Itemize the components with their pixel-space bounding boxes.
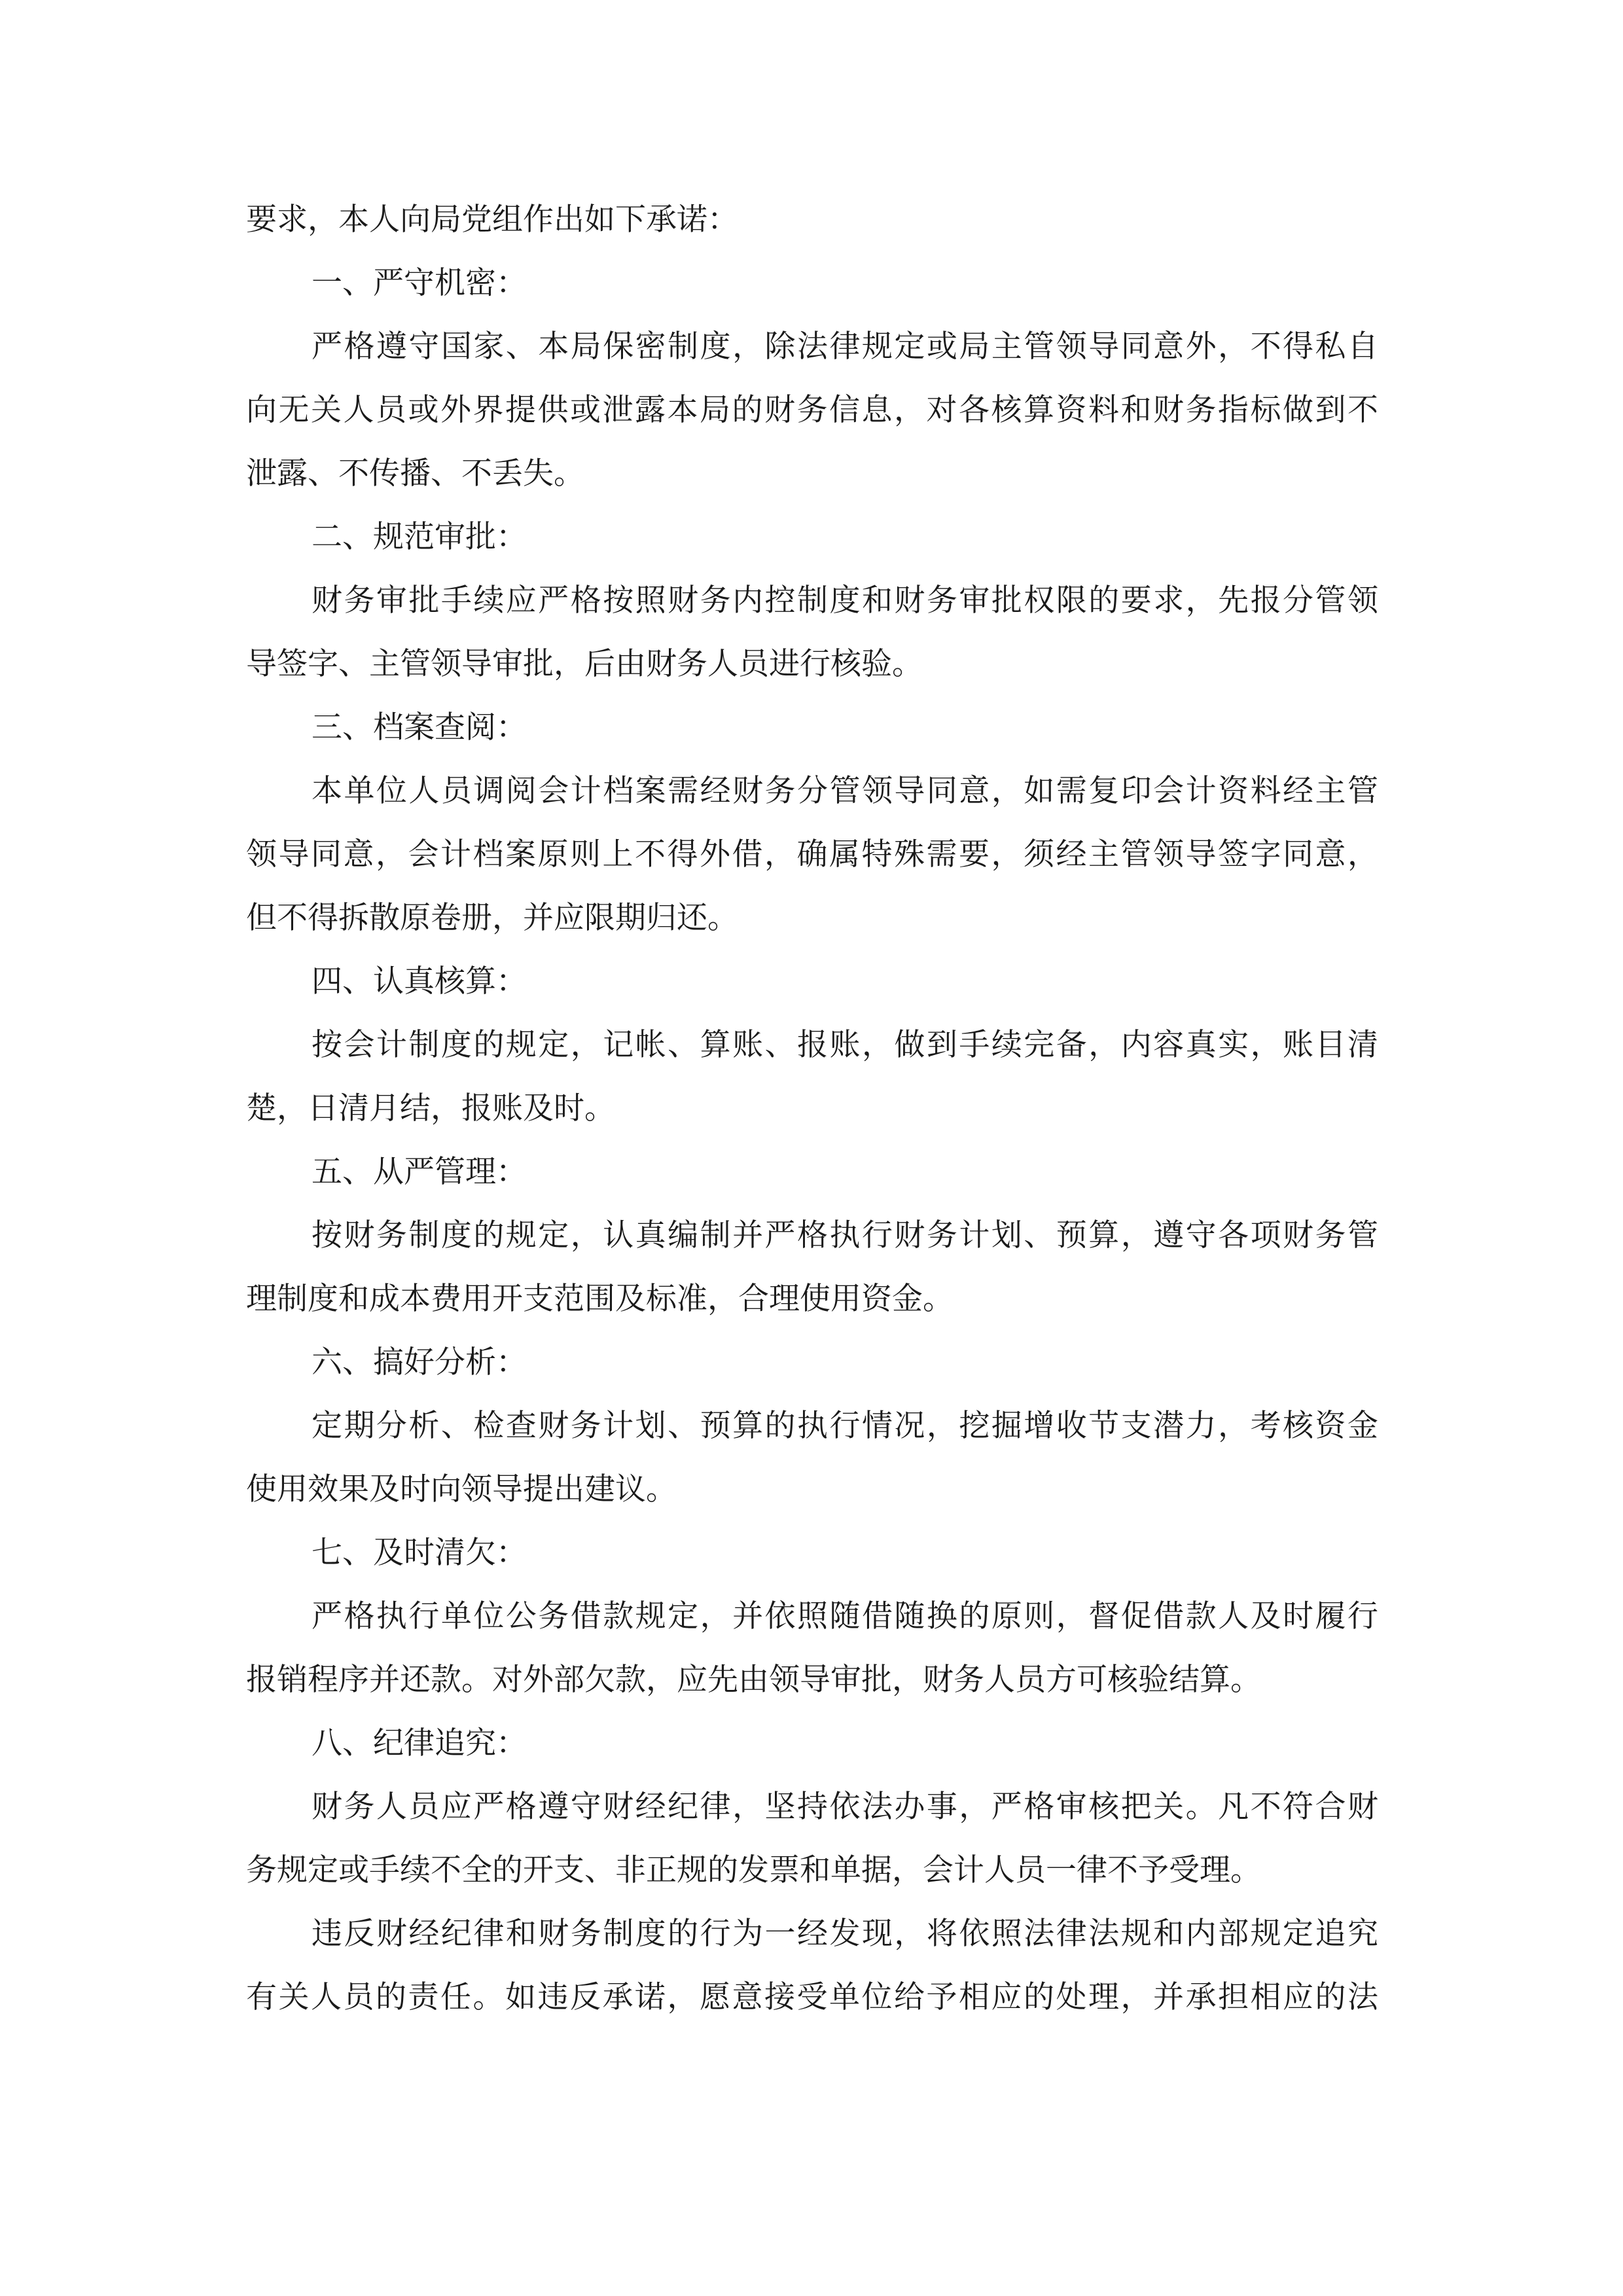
section-heading: 八、纪律追究： [312, 1725, 527, 1761]
body-line: 向无关人员或外界提供或泄露本局的财务信息，对各核算资料和财务指标做到不 [246, 392, 1378, 428]
body-line: 领导同意，会计档案原则上不得外借，确属特殊需要，须经主管领导签字同意， [246, 836, 1378, 872]
section-heading: 五、从严管理： [312, 1154, 527, 1190]
body-line: 理制度和成本费用开支范围及标准，合理使用资金。 [246, 1281, 954, 1317]
body-line: 按财务制度的规定，认真编制并严格执行财务计划、预算，遵守各项财务管 [312, 1217, 1378, 1253]
section-heading: 一、严守机密： [312, 265, 527, 301]
body-line: 要求，本人向局党组作出如下承诺： [246, 202, 738, 238]
body-line: 财务人员应严格遵守财经纪律，坚持依法办事，严格审核把关。凡不符合财 [312, 1789, 1378, 1825]
body-line: 本单位人员调阅会计档案需经财务分管领导同意，如需复印会计资料经主管 [312, 773, 1378, 809]
section-heading: 三、档案查阅： [312, 709, 527, 745]
body-line: 按会计制度的规定，记帐、算账、报账，做到手续完备，内容真实，账目清 [312, 1027, 1378, 1063]
body-line: 导签字、主管领导审批，后由财务人员进行核验。 [246, 646, 923, 682]
body-line: 使用效果及时向领导提出建议。 [246, 1471, 677, 1507]
body-line: 报销程序并还款。对外部欠款，应先由领导审批，财务人员方可核验结算。 [246, 1662, 1261, 1698]
body-line: 财务审批手续应严格按照财务内控制度和财务审批权限的要求，先报分管领 [312, 583, 1378, 619]
section-heading: 七、及时清欠： [312, 1535, 527, 1571]
section-heading: 二、规范审批： [312, 519, 527, 555]
body-line: 泄露、不传播、不丢失。 [246, 456, 584, 492]
body-line: 定期分析、检查财务计划、预算的执行情况，挖掘增收节支潜力，考核资金 [312, 1408, 1378, 1444]
body-line: 但不得拆散原卷册，并应限期归还。 [246, 900, 738, 936]
body-line: 楚，日清月结，报账及时。 [246, 1090, 615, 1126]
section-heading: 六、搞好分析： [312, 1344, 527, 1380]
body-line: 有关人员的责任。如违反承诺，愿意接受单位给予相应的处理，并承担相应的法 [246, 1979, 1378, 2015]
body-line: 违反财经纪律和财务制度的行为一经发现，将依照法律法规和内部规定追究 [312, 1916, 1378, 1952]
body-line: 务规定或手续不全的开支、非正规的发票和单据，会计人员一律不予受理。 [246, 1852, 1261, 1888]
body-line: 严格遵守国家、本局保密制度，除法律规定或局主管领导同意外，不得私自 [312, 329, 1378, 365]
body-line: 严格执行单位公务借款规定，并依照随借随换的原则，督促借款人及时履行 [312, 1598, 1378, 1634]
section-heading: 四、认真核算： [312, 963, 527, 999]
